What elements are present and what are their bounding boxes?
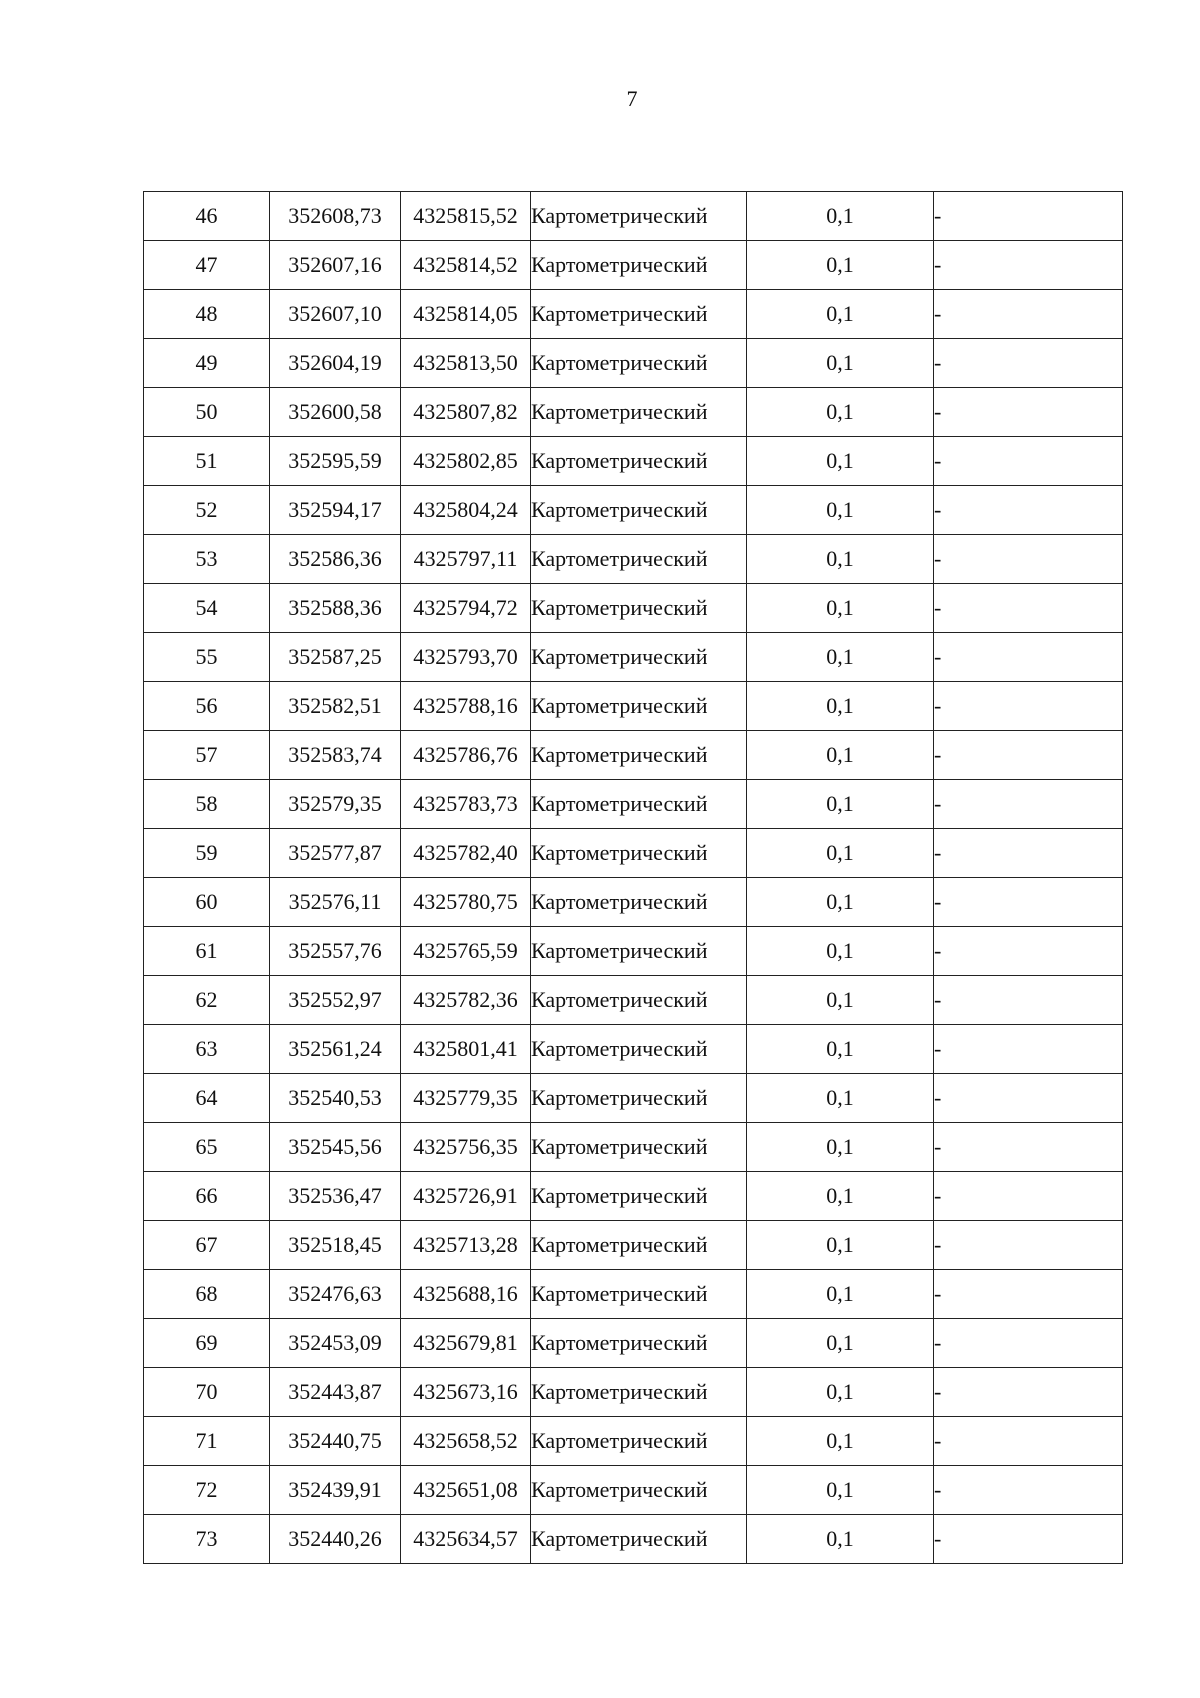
point-number-cell: 61	[144, 927, 270, 976]
x-coordinate-cell: 352557,76	[270, 927, 401, 976]
x-coordinate-cell: 352576,11	[270, 878, 401, 927]
y-coordinate-cell: 4325794,72	[401, 584, 531, 633]
accuracy-cell: 0,1	[747, 1319, 934, 1368]
method-cell: Картометрический	[531, 1074, 747, 1123]
description-cell: -	[934, 927, 1123, 976]
description-cell: -	[934, 437, 1123, 486]
method-cell: Картометрический	[531, 1368, 747, 1417]
y-coordinate-cell: 4325634,57	[401, 1515, 531, 1564]
accuracy-cell: 0,1	[747, 633, 934, 682]
point-number-cell: 56	[144, 682, 270, 731]
accuracy-cell: 0,1	[747, 731, 934, 780]
description-cell: -	[934, 780, 1123, 829]
description-cell: -	[934, 290, 1123, 339]
x-coordinate-cell: 352440,75	[270, 1417, 401, 1466]
description-cell: -	[934, 241, 1123, 290]
description-cell: -	[934, 535, 1123, 584]
table-row	[144, 878, 1123, 927]
method-cell: Картометрический	[531, 535, 747, 584]
point-number-cell: 60	[144, 878, 270, 927]
point-number-cell: 57	[144, 731, 270, 780]
description-cell: -	[934, 1221, 1123, 1270]
method-cell: Картометрический	[531, 1466, 747, 1515]
point-number-cell: 67	[144, 1221, 270, 1270]
table-row	[144, 1466, 1123, 1515]
table-row	[144, 192, 1123, 241]
table-row	[144, 1270, 1123, 1319]
table-row	[144, 927, 1123, 976]
point-number-cell: 69	[144, 1319, 270, 1368]
point-number-cell: 73	[144, 1515, 270, 1564]
table-row	[144, 1172, 1123, 1221]
method-cell: Картометрический	[531, 1123, 747, 1172]
x-coordinate-cell: 352577,87	[270, 829, 401, 878]
method-cell: Картометрический	[531, 1319, 747, 1368]
x-coordinate-cell: 352545,56	[270, 1123, 401, 1172]
x-coordinate-cell: 352583,74	[270, 731, 401, 780]
point-number-cell: 66	[144, 1172, 270, 1221]
accuracy-cell: 0,1	[747, 486, 934, 535]
y-coordinate-cell: 4325797,11	[401, 535, 531, 584]
y-coordinate-cell: 4325813,50	[401, 339, 531, 388]
x-coordinate-cell: 352582,51	[270, 682, 401, 731]
description-cell: -	[934, 1123, 1123, 1172]
table-row	[144, 388, 1123, 437]
method-cell: Картометрический	[531, 339, 747, 388]
point-number-cell: 64	[144, 1074, 270, 1123]
table-row	[144, 682, 1123, 731]
point-number-cell: 59	[144, 829, 270, 878]
description-cell: -	[934, 633, 1123, 682]
x-coordinate-cell: 352586,36	[270, 535, 401, 584]
x-coordinate-cell: 352476,63	[270, 1270, 401, 1319]
table-row	[144, 1417, 1123, 1466]
method-cell: Картометрический	[531, 437, 747, 486]
point-number-cell: 70	[144, 1368, 270, 1417]
table-row	[144, 1074, 1123, 1123]
table-row	[144, 976, 1123, 1025]
y-coordinate-cell: 4325765,59	[401, 927, 531, 976]
point-number-cell: 63	[144, 1025, 270, 1074]
point-number-cell: 55	[144, 633, 270, 682]
accuracy-cell: 0,1	[747, 437, 934, 486]
point-number-cell: 68	[144, 1270, 270, 1319]
y-coordinate-cell: 4325802,85	[401, 437, 531, 486]
point-number-cell: 54	[144, 584, 270, 633]
table-row	[144, 1123, 1123, 1172]
description-cell: -	[934, 1025, 1123, 1074]
table-row	[144, 584, 1123, 633]
x-coordinate-cell: 352540,53	[270, 1074, 401, 1123]
method-cell: Картометрический	[531, 633, 747, 682]
accuracy-cell: 0,1	[747, 878, 934, 927]
description-cell: -	[934, 1172, 1123, 1221]
description-cell: -	[934, 878, 1123, 927]
accuracy-cell: 0,1	[747, 927, 934, 976]
x-coordinate-cell: 352561,24	[270, 1025, 401, 1074]
description-cell: -	[934, 731, 1123, 780]
point-number-cell: 71	[144, 1417, 270, 1466]
y-coordinate-cell: 4325782,40	[401, 829, 531, 878]
x-coordinate-cell: 352443,87	[270, 1368, 401, 1417]
x-coordinate-cell: 352607,10	[270, 290, 401, 339]
method-cell: Картометрический	[531, 682, 747, 731]
x-coordinate-cell: 352595,59	[270, 437, 401, 486]
description-cell: -	[934, 1417, 1123, 1466]
table-row	[144, 1221, 1123, 1270]
table-row	[144, 241, 1123, 290]
y-coordinate-cell: 4325815,52	[401, 192, 531, 241]
accuracy-cell: 0,1	[747, 1074, 934, 1123]
x-coordinate-cell: 352608,73	[270, 192, 401, 241]
y-coordinate-cell: 4325814,52	[401, 241, 531, 290]
accuracy-cell: 0,1	[747, 1466, 934, 1515]
point-number-cell: 72	[144, 1466, 270, 1515]
point-number-cell: 51	[144, 437, 270, 486]
accuracy-cell: 0,1	[747, 339, 934, 388]
table-row	[144, 731, 1123, 780]
point-number-cell: 48	[144, 290, 270, 339]
x-coordinate-cell: 352439,91	[270, 1466, 401, 1515]
x-coordinate-cell: 352518,45	[270, 1221, 401, 1270]
method-cell: Картометрический	[531, 192, 747, 241]
table-row	[144, 1319, 1123, 1368]
description-cell: -	[934, 584, 1123, 633]
table-row	[144, 633, 1123, 682]
y-coordinate-cell: 4325779,35	[401, 1074, 531, 1123]
accuracy-cell: 0,1	[747, 1123, 934, 1172]
y-coordinate-cell: 4325814,05	[401, 290, 531, 339]
method-cell: Картометрический	[531, 1515, 747, 1564]
x-coordinate-cell: 352588,36	[270, 584, 401, 633]
table-row	[144, 1368, 1123, 1417]
method-cell: Картометрический	[531, 878, 747, 927]
accuracy-cell: 0,1	[747, 1025, 934, 1074]
accuracy-cell: 0,1	[747, 1172, 934, 1221]
coordinates-table-body	[144, 192, 1123, 1564]
accuracy-cell: 0,1	[747, 241, 934, 290]
accuracy-cell: 0,1	[747, 290, 934, 339]
description-cell: -	[934, 339, 1123, 388]
accuracy-cell: 0,1	[747, 682, 934, 731]
method-cell: Картометрический	[531, 731, 747, 780]
y-coordinate-cell: 4325679,81	[401, 1319, 531, 1368]
point-number-cell: 49	[144, 339, 270, 388]
method-cell: Картометрический	[531, 1172, 747, 1221]
page-number: 7	[626, 86, 638, 111]
accuracy-cell: 0,1	[747, 1515, 934, 1564]
y-coordinate-cell: 4325793,70	[401, 633, 531, 682]
method-cell: Картометрический	[531, 486, 747, 535]
point-number-cell: 47	[144, 241, 270, 290]
method-cell: Картометрический	[531, 388, 747, 437]
accuracy-cell: 0,1	[747, 1270, 934, 1319]
method-cell: Картометрический	[531, 976, 747, 1025]
table-row	[144, 1515, 1123, 1564]
table-row	[144, 829, 1123, 878]
point-number-cell: 62	[144, 976, 270, 1025]
accuracy-cell: 0,1	[747, 584, 934, 633]
point-number-cell: 46	[144, 192, 270, 241]
x-coordinate-cell: 352600,58	[270, 388, 401, 437]
point-number-cell: 53	[144, 535, 270, 584]
point-number-cell: 52	[144, 486, 270, 535]
description-cell: -	[934, 1466, 1123, 1515]
point-number-cell: 65	[144, 1123, 270, 1172]
x-coordinate-cell: 352536,47	[270, 1172, 401, 1221]
description-cell: -	[934, 192, 1123, 241]
point-number-cell: 50	[144, 388, 270, 437]
method-cell: Картометрический	[531, 290, 747, 339]
accuracy-cell: 0,1	[747, 780, 934, 829]
x-coordinate-cell: 352604,19	[270, 339, 401, 388]
table-row	[144, 486, 1123, 535]
description-cell: -	[934, 1319, 1123, 1368]
table-row	[144, 780, 1123, 829]
y-coordinate-cell: 4325658,52	[401, 1417, 531, 1466]
y-coordinate-cell: 4325801,41	[401, 1025, 531, 1074]
y-coordinate-cell: 4325783,73	[401, 780, 531, 829]
y-coordinate-cell: 4325780,75	[401, 878, 531, 927]
method-cell: Картометрический	[531, 829, 747, 878]
y-coordinate-cell: 4325713,28	[401, 1221, 531, 1270]
method-cell: Картометрический	[531, 1221, 747, 1270]
y-coordinate-cell: 4325786,76	[401, 731, 531, 780]
x-coordinate-cell: 352552,97	[270, 976, 401, 1025]
y-coordinate-cell: 4325788,16	[401, 682, 531, 731]
point-number-cell: 58	[144, 780, 270, 829]
method-cell: Картометрический	[531, 241, 747, 290]
description-cell: -	[934, 1368, 1123, 1417]
method-cell: Картометрический	[531, 584, 747, 633]
y-coordinate-cell: 4325651,08	[401, 1466, 531, 1515]
y-coordinate-cell: 4325688,16	[401, 1270, 531, 1319]
method-cell: Картометрический	[531, 1025, 747, 1074]
description-cell: -	[934, 1074, 1123, 1123]
y-coordinate-cell: 4325782,36	[401, 976, 531, 1025]
y-coordinate-cell: 4325756,35	[401, 1123, 531, 1172]
table-row	[144, 339, 1123, 388]
description-cell: -	[934, 976, 1123, 1025]
y-coordinate-cell: 4325726,91	[401, 1172, 531, 1221]
accuracy-cell: 0,1	[747, 192, 934, 241]
method-cell: Картометрический	[531, 1270, 747, 1319]
x-coordinate-cell: 352587,25	[270, 633, 401, 682]
y-coordinate-cell: 4325804,24	[401, 486, 531, 535]
description-cell: -	[934, 829, 1123, 878]
x-coordinate-cell: 352440,26	[270, 1515, 401, 1564]
method-cell: Картометрический	[531, 780, 747, 829]
x-coordinate-cell: 352579,35	[270, 780, 401, 829]
description-cell: -	[934, 682, 1123, 731]
table-row	[144, 290, 1123, 339]
coordinates-table	[143, 191, 1123, 1564]
y-coordinate-cell: 4325807,82	[401, 388, 531, 437]
accuracy-cell: 0,1	[747, 976, 934, 1025]
accuracy-cell: 0,1	[747, 1417, 934, 1466]
accuracy-cell: 0,1	[747, 829, 934, 878]
accuracy-cell: 0,1	[747, 535, 934, 584]
accuracy-cell: 0,1	[747, 1221, 934, 1270]
x-coordinate-cell: 352594,17	[270, 486, 401, 535]
description-cell: -	[934, 1515, 1123, 1564]
table-row	[144, 1025, 1123, 1074]
description-cell: -	[934, 486, 1123, 535]
table-row	[144, 437, 1123, 486]
accuracy-cell: 0,1	[747, 1368, 934, 1417]
table-row	[144, 535, 1123, 584]
x-coordinate-cell: 352607,16	[270, 241, 401, 290]
y-coordinate-cell: 4325673,16	[401, 1368, 531, 1417]
method-cell: Картометрический	[531, 927, 747, 976]
description-cell: -	[934, 1270, 1123, 1319]
method-cell: Картометрический	[531, 1417, 747, 1466]
description-cell: -	[934, 388, 1123, 437]
x-coordinate-cell: 352453,09	[270, 1319, 401, 1368]
accuracy-cell: 0,1	[747, 388, 934, 437]
